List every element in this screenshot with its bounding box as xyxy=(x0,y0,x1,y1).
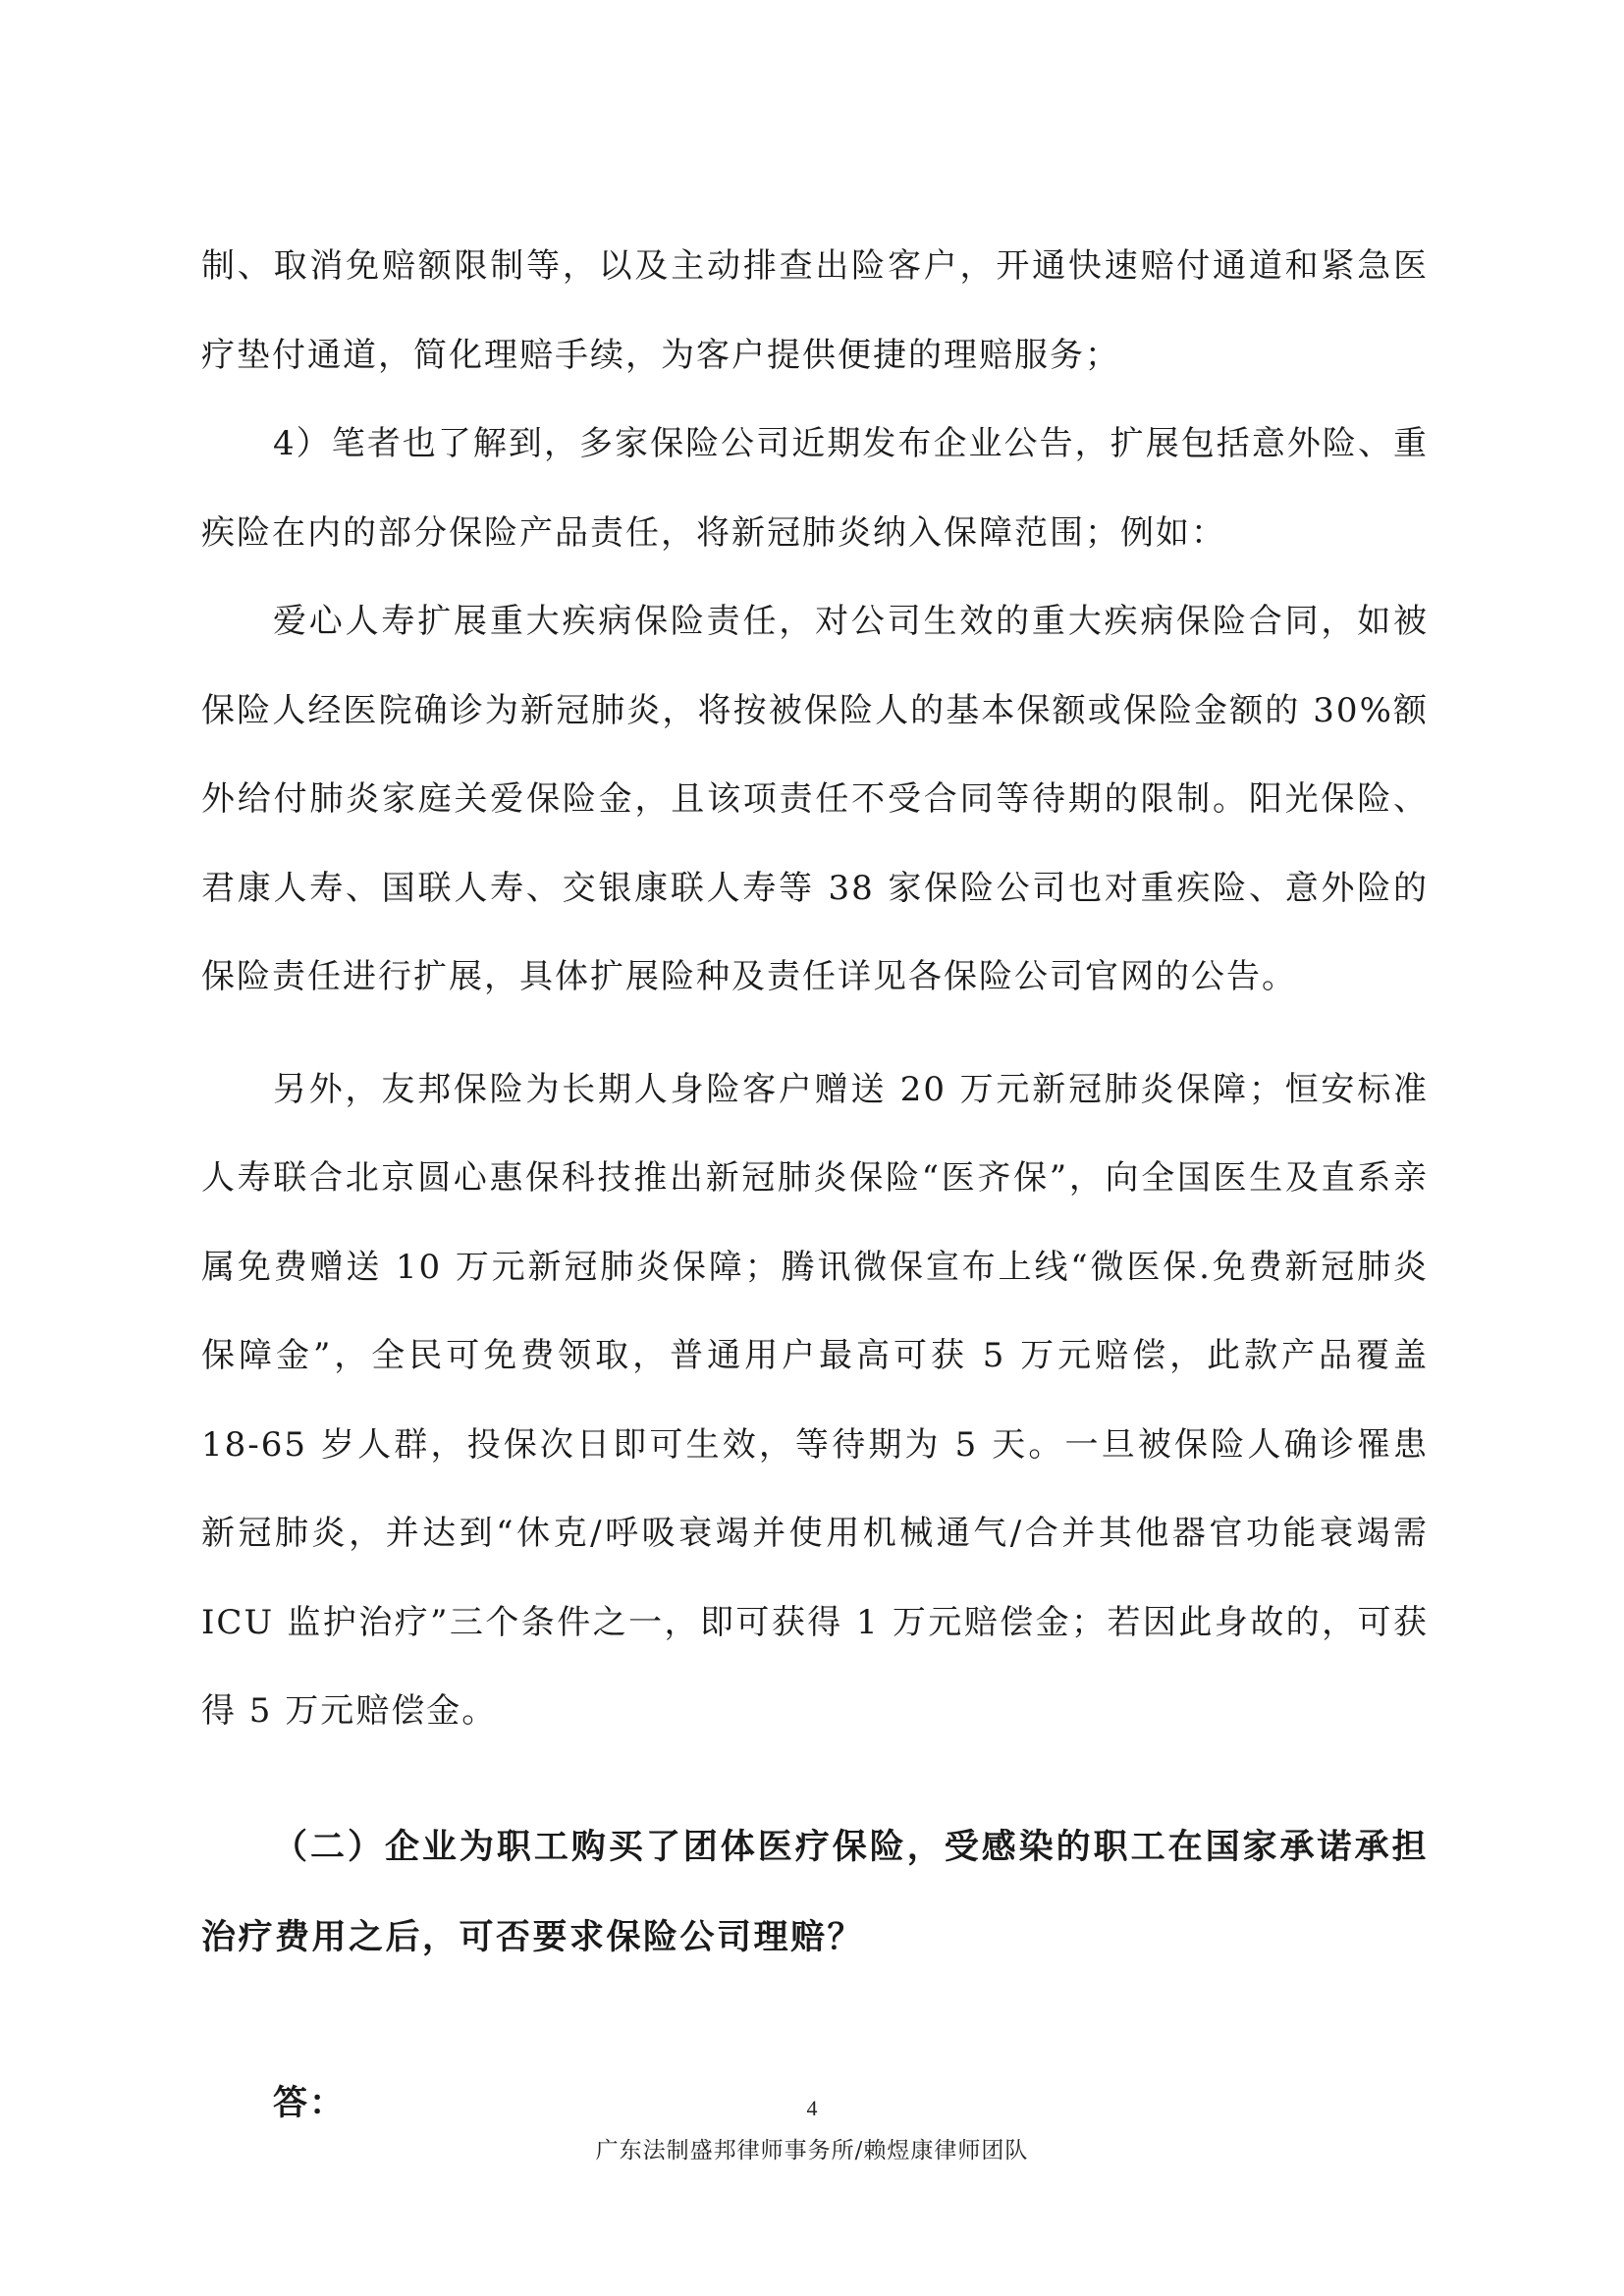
footer-firm-name: 广东法制盛邦律师事务所/赖煜康律师团队 xyxy=(595,2138,1029,2163)
answer-label: 答： xyxy=(273,2083,347,2123)
page-number: 4 xyxy=(806,2096,818,2120)
paragraph-other-examples: 另外，友邦保险为长期人身险客户赠送 20 万元新冠肺炎保障；恒安标准人寿联合北京圆心惠保科技推出新冠肺炎保险“医齐保”，向全国医生及直系亲属免费赠送 10 万元新冠肺炎保障；腾讯微保宣布上线“微医保.免费新冠肺炎保障金”，全民可免费领取，普通用户最高可获 5 万元赔偿，此款产品覆盖 18-65 岁人群，投保次日即可生效，等待期为 5 天。一旦被保险人确诊罹患新冠肺炎，并达到“休克/呼吸衰竭并使用机械通气/合并其他器官功能衰竭需 ICU 监护治疗”三个条件之一，即可获得 1 万元赔偿金；若因此身故的，可获得 5 万元赔偿金。 xyxy=(201,1069,1429,1731)
body-text xyxy=(201,222,1429,1756)
paragraph-item-4: 4）笔者也了解到，多家保险公司近期发布企业公告，扩展包括意外险、重疾险在内的部分保险产品责任，将新冠肺炎纳入保障范围；例如： xyxy=(201,424,1429,553)
paragraph-continuation: 制、取消免赔额限制等，以及主动排查出险客户，开通快速赔付通道和紧急医疗垫付通道，简化理赔手续，为客户提供便捷的理赔服务； xyxy=(201,246,1429,375)
section-heading: （二）企业为职工购买了团体医疗保险，受感染的职工在国家承诺承担治疗费用之后，可否要求保险公司理赔？ xyxy=(201,1827,1429,1957)
paragraph-aixin-example: 爱心人寿扩展重大疾病保险责任，对公司生效的重大疾病保险合同，如被保险人经医院确诊为新冠肺炎，将按被保险人的基本保额或保险金额的 30%额外给付肺炎家庭关爱保险金，且该项责任不受合同等待期的限制。阳光保险、君康人寿、国联人寿、交银康联人寿等 38 家保险公司也对重疾险、意外险的保险责任进行扩展，具体扩展险种及责任详见各保险公司官网的公告。 xyxy=(201,602,1429,996)
